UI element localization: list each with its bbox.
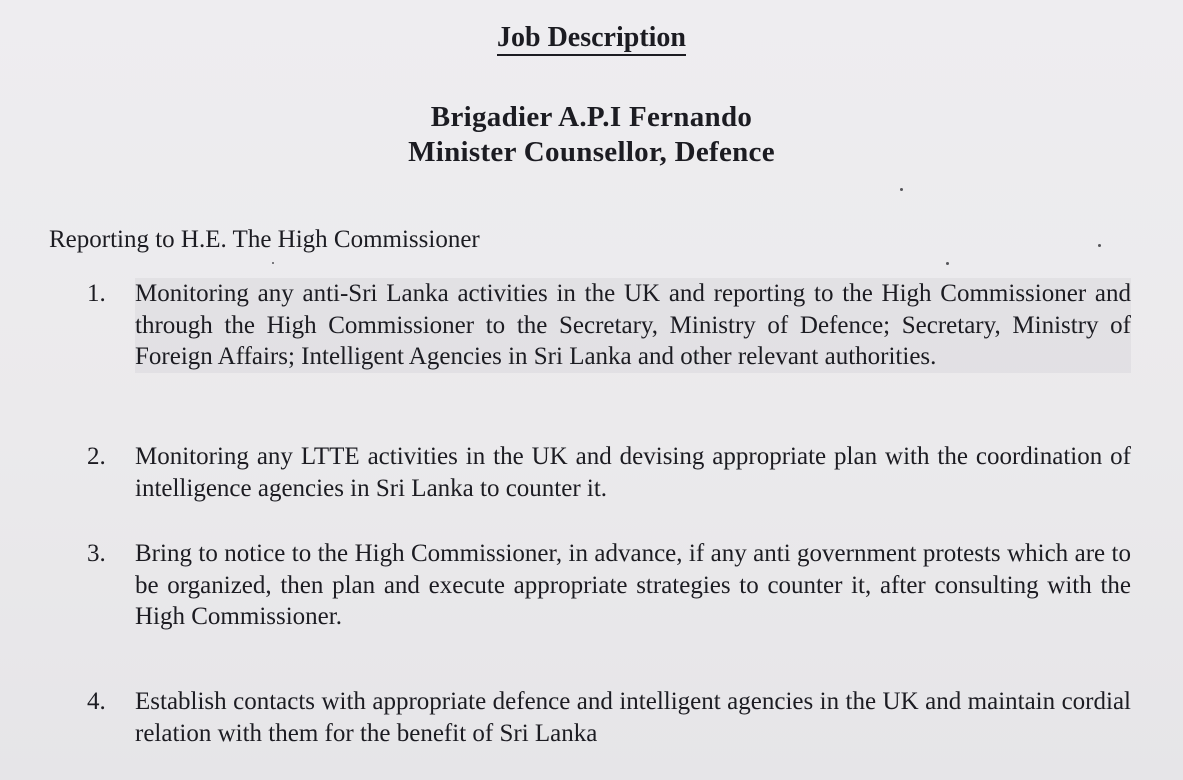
duty-text: Establish contacts with appropriate defence and intelligent agencies in the UK and maintain cordial relation with them for the benefit of Sri Lanka: [135, 688, 1131, 747]
duty-item-3: [87, 538, 1131, 633]
duty-text: Bring to notice to the High Commissioner, in advance, if any anti government protests which are to be organized, then plan and execute appropriate strategies to counter it, after consulting with the High Commissioner.: [135, 540, 1131, 630]
duty-item-4: [87, 686, 1131, 749]
duty-number: 4.: [87, 688, 106, 715]
officer-position: Minister Counsellor, Defence: [408, 136, 775, 168]
scan-speck: [1098, 244, 1101, 247]
duty-number: 3.: [87, 540, 106, 567]
duty-text: Monitoring any anti-Sri Lanka activities in the UK and reporting to the High Commissioner and through the High Commissioner to the Secretary, Ministry of Defence; Secretary, Ministry of Foreign Affairs; Intelligent Agencies in Sri Lanka and other relevant authorities.: [135, 278, 1131, 373]
duty-number: 1.: [87, 280, 106, 307]
document-title-text: Job Description: [497, 22, 686, 56]
duty-item-2: [87, 441, 1131, 504]
reporting-line: Reporting to H.E. The High Commissioner: [49, 226, 480, 253]
officer-name: Brigadier A.P.I Fernando: [430, 101, 753, 133]
duty-text: Monitoring any LTTE activities in the UK and devising appropriate plan with the coordination of intelligence agencies in Sri Lanka to counter it.: [135, 443, 1131, 502]
scan-speck: [900, 188, 903, 191]
scan-speck: [272, 262, 274, 264]
duty-number: 2.: [87, 443, 106, 470]
document-title: [0, 22, 1183, 54]
duty-item-1: [87, 278, 1131, 373]
scan-speck: [946, 262, 949, 265]
